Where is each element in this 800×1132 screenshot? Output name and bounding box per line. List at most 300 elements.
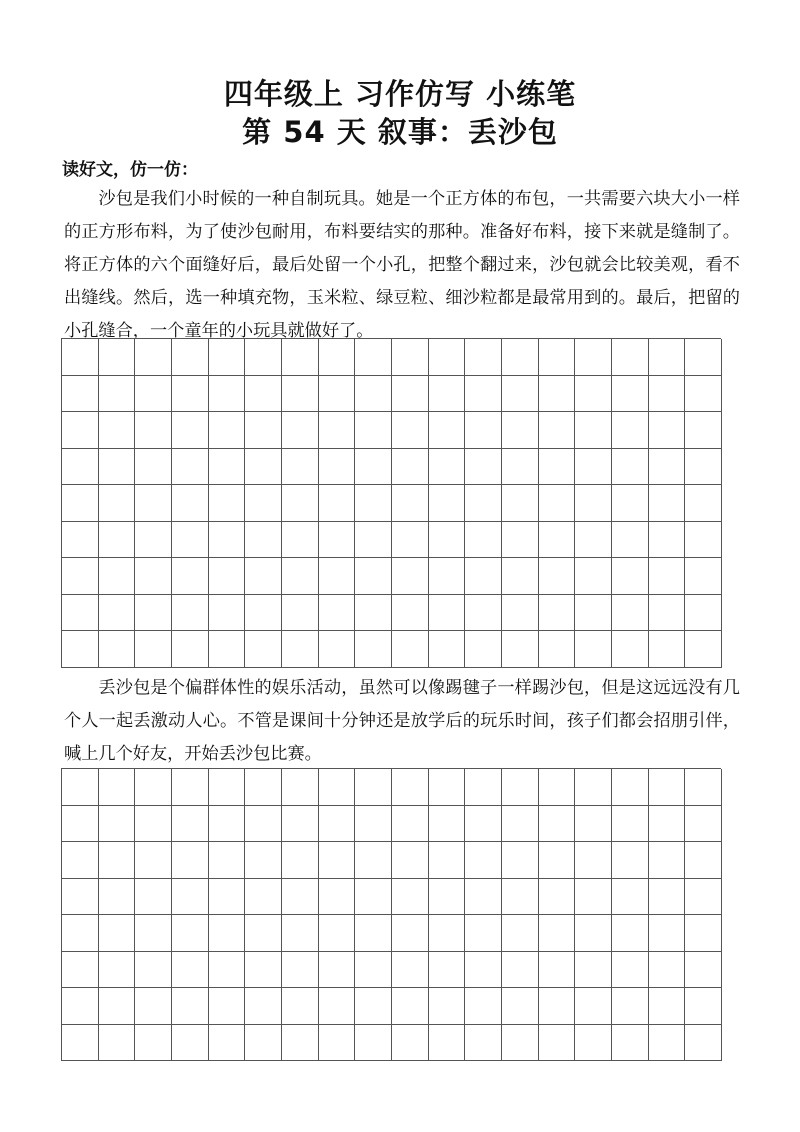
grid-cell[interactable] [282, 412, 319, 449]
grid-cell[interactable] [649, 412, 686, 449]
grid-cell[interactable] [429, 806, 466, 843]
grid-cell[interactable] [245, 1025, 282, 1062]
grid-cell[interactable] [649, 879, 686, 916]
grid-cell[interactable] [209, 631, 246, 668]
grid-cell[interactable] [355, 769, 392, 806]
grid-cell[interactable] [209, 485, 246, 522]
grid-cell[interactable] [282, 558, 319, 595]
grid-cell[interactable] [502, 595, 539, 632]
grid-cell[interactable] [172, 988, 209, 1025]
grid-cell[interactable] [539, 449, 576, 486]
grid-cell[interactable] [135, 952, 172, 989]
grid-cell[interactable] [99, 952, 136, 989]
grid-cell[interactable] [135, 769, 172, 806]
grid-cell[interactable] [282, 988, 319, 1025]
grid-cell[interactable] [135, 485, 172, 522]
grid-cell[interactable] [62, 376, 99, 413]
grid-cell[interactable] [685, 842, 722, 879]
grid-cell[interactable] [62, 952, 99, 989]
grid-cell[interactable] [465, 879, 502, 916]
grid-cell[interactable] [429, 376, 466, 413]
grid-cell[interactable] [429, 412, 466, 449]
grid-cell[interactable] [62, 631, 99, 668]
grid-cell[interactable] [392, 595, 429, 632]
grid-cell[interactable] [465, 558, 502, 595]
grid-cell[interactable] [62, 915, 99, 952]
grid-cell[interactable] [245, 522, 282, 559]
grid-cell[interactable] [685, 339, 722, 376]
grid-cell[interactable] [539, 952, 576, 989]
grid-cell[interactable] [135, 522, 172, 559]
grid-cell[interactable] [135, 339, 172, 376]
grid-cell[interactable] [62, 522, 99, 559]
grid-cell[interactable] [612, 879, 649, 916]
grid-cell[interactable] [245, 412, 282, 449]
grid-cell[interactable] [429, 988, 466, 1025]
grid-cell[interactable] [429, 842, 466, 879]
grid-cell[interactable] [62, 769, 99, 806]
grid-cell[interactable] [172, 806, 209, 843]
grid-cell[interactable] [539, 595, 576, 632]
grid-cell[interactable] [612, 842, 649, 879]
grid-cell[interactable] [429, 915, 466, 952]
grid-cell[interactable] [649, 915, 686, 952]
grid-cell[interactable] [429, 522, 466, 559]
grid-cell[interactable] [539, 879, 576, 916]
grid-cell[interactable] [172, 842, 209, 879]
grid-cell[interactable] [612, 769, 649, 806]
grid-cell[interactable] [502, 769, 539, 806]
grid-cell[interactable] [209, 558, 246, 595]
grid-cell[interactable] [392, 339, 429, 376]
grid-cell[interactable] [465, 595, 502, 632]
grid-cell[interactable] [355, 412, 392, 449]
grid-cell[interactable] [319, 449, 356, 486]
grid-cell[interactable] [685, 769, 722, 806]
grid-cell[interactable] [355, 595, 392, 632]
grid-cell[interactable] [135, 806, 172, 843]
grid-cell[interactable] [685, 988, 722, 1025]
grid-cell[interactable] [502, 631, 539, 668]
grid-cell[interactable] [649, 339, 686, 376]
grid-cell[interactable] [575, 485, 612, 522]
grid-cell[interactable] [209, 449, 246, 486]
grid-cell[interactable] [209, 988, 246, 1025]
grid-cell[interactable] [429, 339, 466, 376]
grid-cell[interactable] [612, 558, 649, 595]
grid-cell[interactable] [649, 376, 686, 413]
grid-cell[interactable] [539, 1025, 576, 1062]
grid-cell[interactable] [209, 1025, 246, 1062]
grid-cell[interactable] [502, 485, 539, 522]
grid-cell[interactable] [502, 915, 539, 952]
grid-cell[interactable] [649, 952, 686, 989]
grid-cell[interactable] [575, 806, 612, 843]
grid-cell[interactable] [392, 449, 429, 486]
grid-cell[interactable] [429, 769, 466, 806]
grid-cell[interactable] [392, 988, 429, 1025]
grid-cell[interactable] [172, 558, 209, 595]
grid-cell[interactable] [172, 769, 209, 806]
grid-cell[interactable] [319, 595, 356, 632]
grid-cell[interactable] [355, 842, 392, 879]
grid-cell[interactable] [392, 769, 429, 806]
grid-cell[interactable] [245, 558, 282, 595]
grid-cell[interactable] [135, 988, 172, 1025]
grid-cell[interactable] [99, 558, 136, 595]
grid-cell[interactable] [539, 842, 576, 879]
grid-cell[interactable] [502, 449, 539, 486]
grid-cell[interactable] [282, 339, 319, 376]
grid-cell[interactable] [209, 806, 246, 843]
grid-cell[interactable] [355, 879, 392, 916]
grid-cell[interactable] [649, 558, 686, 595]
grid-cell[interactable] [319, 558, 356, 595]
grid-cell[interactable] [502, 806, 539, 843]
grid-cell[interactable] [429, 1025, 466, 1062]
grid-cell[interactable] [282, 376, 319, 413]
grid-cell[interactable] [282, 595, 319, 632]
grid-cell[interactable] [172, 952, 209, 989]
grid-cell[interactable] [172, 449, 209, 486]
grid-cell[interactable] [135, 449, 172, 486]
grid-cell[interactable] [62, 558, 99, 595]
grid-cell[interactable] [282, 915, 319, 952]
grid-cell[interactable] [465, 842, 502, 879]
grid-cell[interactable] [429, 449, 466, 486]
grid-cell[interactable] [429, 879, 466, 916]
grid-cell[interactable] [502, 952, 539, 989]
grid-cell[interactable] [575, 376, 612, 413]
grid-cell[interactable] [355, 376, 392, 413]
grid-cell[interactable] [539, 915, 576, 952]
grid-cell[interactable] [502, 1025, 539, 1062]
grid-cell[interactable] [612, 915, 649, 952]
grid-cell[interactable] [575, 412, 612, 449]
grid-cell[interactable] [209, 522, 246, 559]
grid-cell[interactable] [209, 769, 246, 806]
grid-cell[interactable] [465, 915, 502, 952]
grid-cell[interactable] [465, 631, 502, 668]
grid-cell[interactable] [575, 769, 612, 806]
grid-cell[interactable] [99, 449, 136, 486]
grid-cell[interactable] [685, 631, 722, 668]
grid-cell[interactable] [319, 988, 356, 1025]
grid-cell[interactable] [429, 485, 466, 522]
grid-cell[interactable] [245, 339, 282, 376]
grid-cell[interactable] [319, 376, 356, 413]
grid-cell[interactable] [612, 806, 649, 843]
grid-cell[interactable] [209, 842, 246, 879]
grid-cell[interactable] [135, 558, 172, 595]
grid-cell[interactable] [99, 879, 136, 916]
grid-cell[interactable] [649, 1025, 686, 1062]
grid-cell[interactable] [172, 879, 209, 916]
grid-cell[interactable] [685, 558, 722, 595]
grid-cell[interactable] [319, 339, 356, 376]
grid-cell[interactable] [135, 1025, 172, 1062]
grid-cell[interactable] [392, 952, 429, 989]
grid-cell[interactable] [319, 1025, 356, 1062]
grid-cell[interactable] [99, 769, 136, 806]
grid-cell[interactable] [429, 558, 466, 595]
grid-cell[interactable] [245, 842, 282, 879]
grid-cell[interactable] [245, 915, 282, 952]
grid-cell[interactable] [99, 806, 136, 843]
grid-cell[interactable] [502, 879, 539, 916]
grid-cell[interactable] [355, 339, 392, 376]
grid-cell[interactable] [575, 522, 612, 559]
grid-cell[interactable] [649, 806, 686, 843]
grid-cell[interactable] [539, 631, 576, 668]
grid-cell[interactable] [99, 631, 136, 668]
grid-cell[interactable] [685, 485, 722, 522]
grid-cell[interactable] [575, 879, 612, 916]
grid-cell[interactable] [685, 595, 722, 632]
grid-cell[interactable] [685, 915, 722, 952]
grid-cell[interactable] [575, 595, 612, 632]
grid-cell[interactable] [172, 631, 209, 668]
grid-cell[interactable] [612, 339, 649, 376]
grid-cell[interactable] [502, 412, 539, 449]
grid-cell[interactable] [355, 485, 392, 522]
grid-cell[interactable] [172, 1025, 209, 1062]
grid-cell[interactable] [355, 1025, 392, 1062]
grid-cell[interactable] [429, 595, 466, 632]
grid-cell[interactable] [392, 1025, 429, 1062]
grid-cell[interactable] [392, 412, 429, 449]
grid-cell[interactable] [539, 558, 576, 595]
grid-cell[interactable] [62, 806, 99, 843]
grid-cell[interactable] [465, 412, 502, 449]
grid-cell[interactable] [575, 1025, 612, 1062]
grid-cell[interactable] [649, 485, 686, 522]
grid-cell[interactable] [319, 412, 356, 449]
grid-cell[interactable] [99, 485, 136, 522]
grid-cell[interactable] [612, 522, 649, 559]
grid-cell[interactable] [245, 449, 282, 486]
grid-cell[interactable] [282, 1025, 319, 1062]
grid-cell[interactable] [355, 558, 392, 595]
grid-cell[interactable] [319, 769, 356, 806]
grid-cell[interactable] [99, 842, 136, 879]
grid-cell[interactable] [685, 806, 722, 843]
grid-cell[interactable] [172, 376, 209, 413]
grid-cell[interactable] [465, 376, 502, 413]
grid-cell[interactable] [282, 449, 319, 486]
grid-cell[interactable] [612, 449, 649, 486]
grid-cell[interactable] [392, 485, 429, 522]
grid-cell[interactable] [209, 376, 246, 413]
grid-cell[interactable] [502, 376, 539, 413]
grid-cell[interactable] [135, 842, 172, 879]
grid-cell[interactable] [392, 806, 429, 843]
grid-cell[interactable] [539, 412, 576, 449]
grid-cell[interactable] [319, 915, 356, 952]
grid-cell[interactable] [575, 952, 612, 989]
grid-cell[interactable] [355, 449, 392, 486]
grid-cell[interactable] [245, 485, 282, 522]
grid-cell[interactable] [319, 952, 356, 989]
grid-cell[interactable] [319, 631, 356, 668]
grid-cell[interactable] [135, 631, 172, 668]
grid-cell[interactable] [62, 1025, 99, 1062]
grid-cell[interactable] [539, 485, 576, 522]
grid-cell[interactable] [465, 952, 502, 989]
grid-cell[interactable] [392, 842, 429, 879]
grid-cell[interactable] [319, 806, 356, 843]
grid-cell[interactable] [612, 952, 649, 989]
grid-cell[interactable] [62, 412, 99, 449]
grid-cell[interactable] [575, 842, 612, 879]
grid-cell[interactable] [612, 631, 649, 668]
grid-cell[interactable] [62, 449, 99, 486]
grid-cell[interactable] [612, 988, 649, 1025]
grid-cell[interactable] [502, 339, 539, 376]
grid-cell[interactable] [172, 595, 209, 632]
grid-cell[interactable] [612, 1025, 649, 1062]
grid-cell[interactable] [649, 631, 686, 668]
grid-cell[interactable] [62, 485, 99, 522]
grid-cell[interactable] [392, 558, 429, 595]
grid-cell[interactable] [612, 376, 649, 413]
grid-cell[interactable] [282, 879, 319, 916]
grid-cell[interactable] [539, 376, 576, 413]
grid-cell[interactable] [99, 522, 136, 559]
grid-cell[interactable] [355, 806, 392, 843]
grid-cell[interactable] [209, 915, 246, 952]
grid-cell[interactable] [465, 769, 502, 806]
grid-cell[interactable] [209, 595, 246, 632]
grid-cell[interactable] [685, 522, 722, 559]
grid-cell[interactable] [172, 522, 209, 559]
grid-cell[interactable] [245, 769, 282, 806]
grid-cell[interactable] [392, 915, 429, 952]
grid-cell[interactable] [539, 988, 576, 1025]
grid-cell[interactable] [502, 558, 539, 595]
grid-cell[interactable] [99, 1025, 136, 1062]
grid-cell[interactable] [502, 988, 539, 1025]
grid-cell[interactable] [245, 631, 282, 668]
grid-cell[interactable] [319, 879, 356, 916]
grid-cell[interactable] [465, 1025, 502, 1062]
grid-cell[interactable] [355, 631, 392, 668]
grid-cell[interactable] [172, 339, 209, 376]
grid-cell[interactable] [465, 339, 502, 376]
grid-cell[interactable] [685, 1025, 722, 1062]
grid-cell[interactable] [685, 952, 722, 989]
grid-cell[interactable] [135, 879, 172, 916]
grid-cell[interactable] [539, 522, 576, 559]
grid-cell[interactable] [245, 806, 282, 843]
grid-cell[interactable] [62, 879, 99, 916]
grid-cell[interactable] [685, 449, 722, 486]
grid-cell[interactable] [649, 842, 686, 879]
grid-cell[interactable] [685, 879, 722, 916]
grid-cell[interactable] [135, 376, 172, 413]
grid-cell[interactable] [99, 595, 136, 632]
grid-cell[interactable] [612, 595, 649, 632]
grid-cell[interactable] [575, 449, 612, 486]
grid-cell[interactable] [209, 339, 246, 376]
grid-cell[interactable] [245, 376, 282, 413]
grid-cell[interactable] [172, 412, 209, 449]
grid-cell[interactable] [355, 988, 392, 1025]
grid-cell[interactable] [62, 842, 99, 879]
grid-cell[interactable] [99, 988, 136, 1025]
grid-cell[interactable] [392, 376, 429, 413]
grid-cell[interactable] [649, 595, 686, 632]
grid-cell[interactable] [355, 952, 392, 989]
grid-cell[interactable] [575, 558, 612, 595]
grid-cell[interactable] [135, 595, 172, 632]
grid-cell[interactable] [99, 339, 136, 376]
grid-cell[interactable] [649, 769, 686, 806]
grid-cell[interactable] [282, 806, 319, 843]
grid-cell[interactable] [172, 485, 209, 522]
grid-cell[interactable] [685, 412, 722, 449]
grid-cell[interactable] [649, 988, 686, 1025]
grid-cell[interactable] [245, 952, 282, 989]
grid-cell[interactable] [135, 915, 172, 952]
grid-cell[interactable] [319, 522, 356, 559]
grid-cell[interactable] [209, 952, 246, 989]
grid-cell[interactable] [245, 879, 282, 916]
grid-cell[interactable] [502, 842, 539, 879]
grid-cell[interactable] [99, 915, 136, 952]
grid-cell[interactable] [319, 842, 356, 879]
grid-cell[interactable] [539, 339, 576, 376]
grid-cell[interactable] [282, 842, 319, 879]
grid-cell[interactable] [685, 376, 722, 413]
grid-cell[interactable] [612, 412, 649, 449]
grid-cell[interactable] [429, 631, 466, 668]
grid-cell[interactable] [649, 449, 686, 486]
grid-cell[interactable] [392, 879, 429, 916]
grid-cell[interactable] [172, 915, 209, 952]
grid-cell[interactable] [575, 631, 612, 668]
grid-cell[interactable] [282, 952, 319, 989]
grid-cell[interactable] [282, 485, 319, 522]
grid-cell[interactable] [62, 339, 99, 376]
grid-cell[interactable] [62, 988, 99, 1025]
grid-cell[interactable] [465, 806, 502, 843]
grid-cell[interactable] [502, 522, 539, 559]
grid-cell[interactable] [319, 485, 356, 522]
grid-cell[interactable] [575, 339, 612, 376]
grid-cell[interactable] [465, 988, 502, 1025]
grid-cell[interactable] [539, 806, 576, 843]
grid-cell[interactable] [355, 522, 392, 559]
grid-cell[interactable] [135, 412, 172, 449]
grid-cell[interactable] [465, 522, 502, 559]
grid-cell[interactable] [649, 522, 686, 559]
grid-cell[interactable] [99, 412, 136, 449]
grid-cell[interactable] [539, 769, 576, 806]
grid-cell[interactable] [282, 631, 319, 668]
grid-cell[interactable] [99, 376, 136, 413]
grid-cell[interactable] [62, 595, 99, 632]
grid-cell[interactable] [209, 412, 246, 449]
grid-cell[interactable] [392, 522, 429, 559]
grid-cell[interactable] [392, 631, 429, 668]
grid-cell[interactable] [575, 915, 612, 952]
grid-cell[interactable] [465, 449, 502, 486]
grid-cell[interactable] [245, 595, 282, 632]
grid-cell[interactable] [575, 988, 612, 1025]
grid-cell[interactable] [282, 769, 319, 806]
grid-cell[interactable] [245, 988, 282, 1025]
